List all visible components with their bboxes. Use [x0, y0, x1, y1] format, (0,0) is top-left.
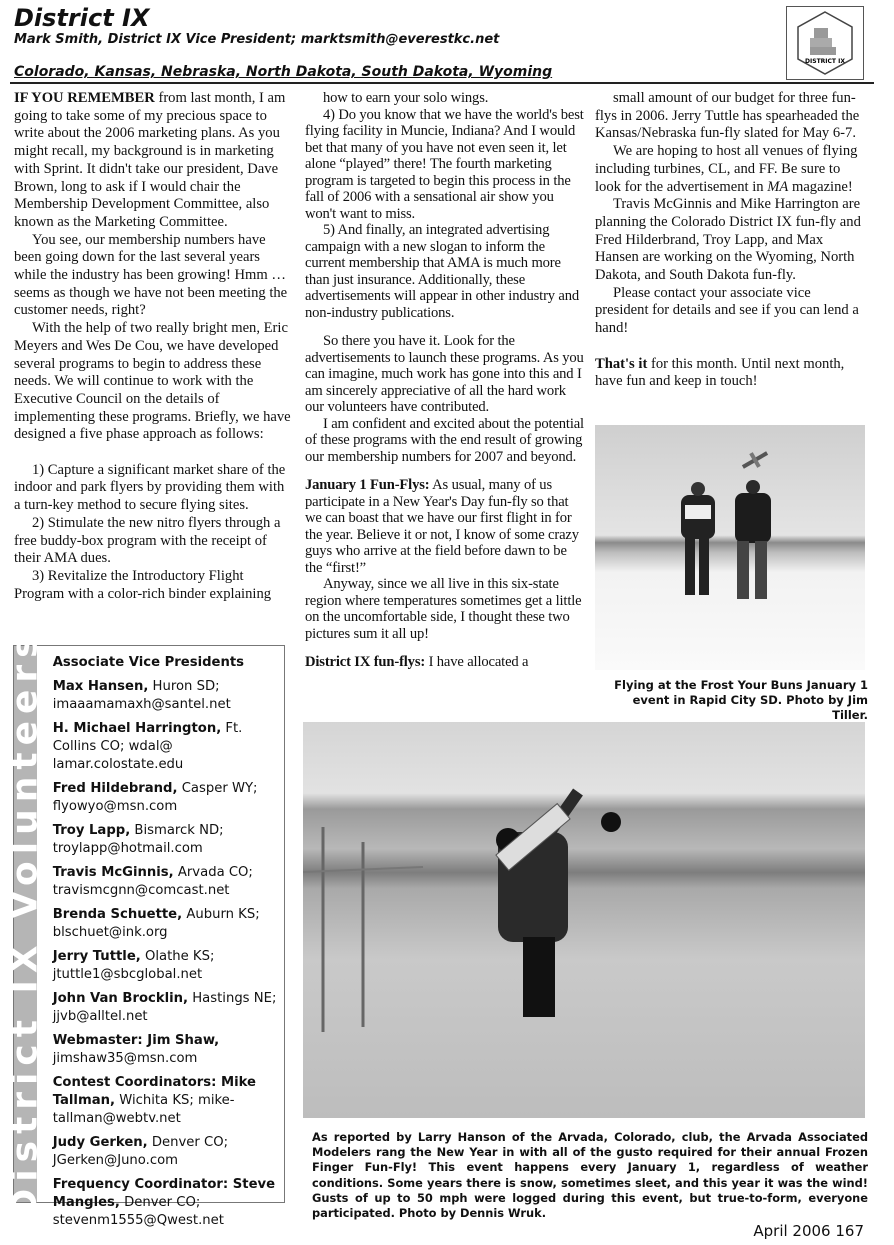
- paragraph: [595, 196, 867, 285]
- volunteer-details: Auburn KS; blschuet@ink.org: [52, 907, 260, 940]
- photo2-caption: As reported by Larry Hanson of the Arvada, Colorado, club, the Arvada Associated Modelers rang the New Year in with all of the gusto required for their annual Frozen Finger Fun-Fly! This event happens every January 1, regardless of weather conditions. Some years there is snow, sometimes sleet, and this year it was the wind! Gusts of up to 50 mph were logged during this event, but true-to-form, everyone participated. Photo by Dennis Wruk.: [312, 1130, 868, 1221]
- paragraph: [595, 356, 867, 391]
- volunteer-name: Webmaster: Jim Shaw,: [52, 1033, 220, 1048]
- volunteers-sidebar: [4, 629, 285, 1228]
- paragraph-text: 5) And finally, an integrated advertising campaign with a new slogan to inform the current membership that AMA is much more than just insurance. Additionally, these advertisements will appear in other industry and non-industry publications.: [305, 222, 580, 321]
- volunteer-name: John Van Brocklin,: [52, 991, 189, 1006]
- paragraph-text: how to earn your solo wings.: [323, 90, 489, 106]
- volunteer-name: Travis McGinnis,: [52, 865, 174, 880]
- volunteer-details: Huron SD; imaaamamaxh@santel.net: [52, 679, 231, 712]
- paragraph-text: small amount of our budget for three fun-flys in 2006. Jerry Tuttle has spearheaded the Kansas/Nebraska fun-fly slated for May 6-7.: [595, 90, 860, 142]
- volunteer-details: Arvada CO; travismcgnn@comcast.net: [52, 865, 253, 898]
- paragraph-lead: January 1 Fun-Flys:: [305, 477, 430, 493]
- volunteer-details: Denver CO; stevenm1555@Qwest.net: [52, 1195, 224, 1228]
- paragraph-text: Travis McGinnis and Mike Harrington are planning the Colorado District IX fun-fly and Fred Hilderbrand, Troy Lapp, and Max Hansen are working on the Wyoming, North Dakota, and South Dakota fun-fly.: [595, 196, 861, 284]
- paragraph: [14, 515, 292, 568]
- volunteer-entry: [53, 678, 284, 714]
- volunteer-details: Olathe KS; jtuttle1@sbcglobal.net: [52, 949, 215, 982]
- volunteer-name: H. Michael Harrington,: [52, 721, 222, 736]
- paragraph: [595, 90, 867, 143]
- paragraph-lead: That's it: [595, 355, 648, 372]
- article-column-2: [305, 90, 585, 671]
- photo-frost-your-buns: [595, 425, 865, 670]
- sidebar-vertical-title: District IX Volunteers: [4, 629, 46, 1219]
- volunteer-entry: [53, 1134, 284, 1170]
- volunteer-details: Casper WY; flyowyo@msn.com: [52, 781, 258, 814]
- volunteer-details: Wichita KS; mike-tallman@webtv.net: [52, 1093, 235, 1126]
- volunteer-name: Jerry Tuttle,: [52, 949, 141, 964]
- volunteer-entry: [53, 720, 284, 774]
- photo1-caption: Flying at the Frost Your Buns January 1 event in Rapid City SD. Photo by Jim Tiller.: [614, 678, 868, 722]
- volunteer-details: Bismarck ND; troylapp@hotmail.com: [52, 823, 224, 856]
- volunteer-details: Denver CO; JGerken@Juno.com: [52, 1135, 229, 1168]
- paragraph: [305, 576, 585, 642]
- volunteer-name: Fred Hildebrand,: [52, 781, 178, 796]
- volunteers-list: [37, 646, 284, 1228]
- paragraph: [305, 416, 585, 466]
- svg-text:DISTRICT IX: DISTRICT IX: [805, 58, 845, 65]
- paragraph-text: from last month, I am going to take some of my precious space to write about the 2006 marketing plans. As you might recall, my background is in marketing with Sprint. It didn't take our president, Dave Brown, long to ask if I would chair the Membership Development Committee, also known as the Marketing Committee.: [14, 90, 286, 230]
- volunteer-entry: [53, 990, 284, 1026]
- paragraph: [305, 477, 585, 576]
- paragraph-text: As usual, many of us participate in a New Year's Day fun-fly so that we can boast that we have our first flight in for the year. Believe it or not, I know of some crazy guys who arrive at the field before dawn to be the “first!”: [305, 477, 579, 576]
- paragraph-text: 2) Stimulate the new nitro flyers through a free buddy-box program with the receipt of their AMA dues.: [14, 514, 281, 567]
- paragraph-text: We are hoping to host all venues of flying including turbines, CL, and FF. Be sure to look for the advertisement in: [595, 143, 858, 195]
- article-column-1: [14, 90, 292, 603]
- paragraph: [14, 320, 292, 444]
- magazine-title: MA: [767, 178, 789, 195]
- paragraph: [305, 333, 585, 416]
- volunteer-name: Contest Coordinators: Mike Tallman,: [52, 1075, 256, 1108]
- paragraph: [305, 107, 585, 223]
- paragraph-lead: District IX fun-flys:: [305, 654, 426, 670]
- paragraph: [14, 232, 292, 321]
- paragraph-text: 4) Do you know that we have the world's best flying facility in Muncie, Indiana? And I would bet that many of you have not even seen it, let alone “played” there! The fourth marketing program is targeted to begin this process in the fall of 2006 with a sensational air show you won't want to miss.: [305, 106, 584, 222]
- paragraph-text: 1) Capture a significant market share of the indoor and park flyers by providing them with a turn-key method to secure flying sites.: [14, 461, 286, 514]
- sidebar-heading: Associate Vice Presidents: [52, 655, 245, 670]
- paragraph-text: for this month. Until next month, have fun and keep in touch!: [595, 355, 845, 390]
- volunteer-name: Judy Gerken,: [52, 1135, 148, 1150]
- paragraph-text: 3) Revitalize the Introductory Flight Program with a color-rich binder explaining: [14, 567, 272, 602]
- volunteer-entry: [53, 864, 284, 900]
- photo-frozen-finger-fun-fly: [303, 722, 865, 1118]
- paragraph-text: magazine!: [788, 178, 853, 195]
- paragraph-lead: IF YOU REMEMBER: [14, 90, 155, 106]
- paragraph-text: Please contact your associate vice president for details and see if you can lend a hand!: [595, 284, 859, 337]
- article-column-3: [595, 90, 867, 391]
- header-rule: [10, 82, 874, 84]
- column-title: District IX: [14, 4, 150, 32]
- paragraph-text: You see, our membership numbers have been going down for the last several years while the industry has been growing! Hmm … seems as though we have not been meeting the customer needs, right?: [14, 231, 288, 319]
- paragraph: [14, 90, 292, 232]
- paragraph-text: I am confident and excited about the potential of these programs with the end result of growing our membership numbers for 2007 and beyond.: [305, 415, 584, 465]
- page-folio: April 2006 167: [753, 1222, 864, 1240]
- volunteer-details: Ft. Collins CO; wdal@ lamar.colostate.edu: [52, 721, 243, 772]
- volunteer-entry: [53, 780, 284, 816]
- volunteer-entry: [53, 948, 284, 984]
- volunteer-entry: [53, 1074, 284, 1128]
- paragraph-text: With the help of two really bright men, Eric Meyers and Wes De Cou, we have developed several programs to begin to address these needs. We will continue to work with the Executive Council on the details of implementing these programs. Briefly, we have designed a five phase approach as follows:: [14, 320, 291, 443]
- paragraph-text: So there you have it. Look for the advertisements to launch these programs. As you can imagine, much work has gone into this and I am sincerely appreciative of all the hard work our volunteers have contributed.: [305, 333, 584, 415]
- volunteer-name: Troy Lapp,: [52, 823, 131, 838]
- volunteer-name: Brenda Schuette,: [52, 907, 183, 922]
- paragraph: [305, 90, 585, 107]
- volunteer-details: jimshaw35@msn.com: [52, 1051, 198, 1066]
- paragraph-text: Anyway, since we all live in this six-state region where temperatures sometimes get a little on the uncomfortable side, I thought these two pictures sum it all up!: [305, 576, 582, 642]
- paragraph: [14, 568, 292, 603]
- paragraph: [305, 654, 585, 671]
- states-line: Colorado, Kansas, Nebraska, North Dakota, South Dakota, Wyoming: [14, 64, 553, 80]
- paragraph: [14, 462, 292, 515]
- paragraph: [305, 222, 585, 321]
- volunteer-entry: [53, 906, 284, 942]
- paragraph: [595, 285, 867, 338]
- paragraph: [595, 143, 867, 196]
- sidebar-title-bar: [4, 629, 46, 1219]
- author-line: Mark Smith, District IX Vice President; marktsmith@everestkc.net: [14, 32, 500, 47]
- district-logo: [786, 6, 864, 80]
- volunteer-details: Hastings NE; jjvb@alltel.net: [52, 991, 277, 1024]
- volunteer-name: Max Hansen,: [52, 679, 149, 694]
- volunteer-name: Frequency Coordinator: Steve Mangles,: [52, 1177, 276, 1210]
- volunteer-entry: [53, 822, 284, 858]
- volunteer-entry: [53, 1032, 284, 1068]
- paragraph-text: I have allocated a: [425, 654, 529, 670]
- volunteer-entry: [53, 1176, 284, 1230]
